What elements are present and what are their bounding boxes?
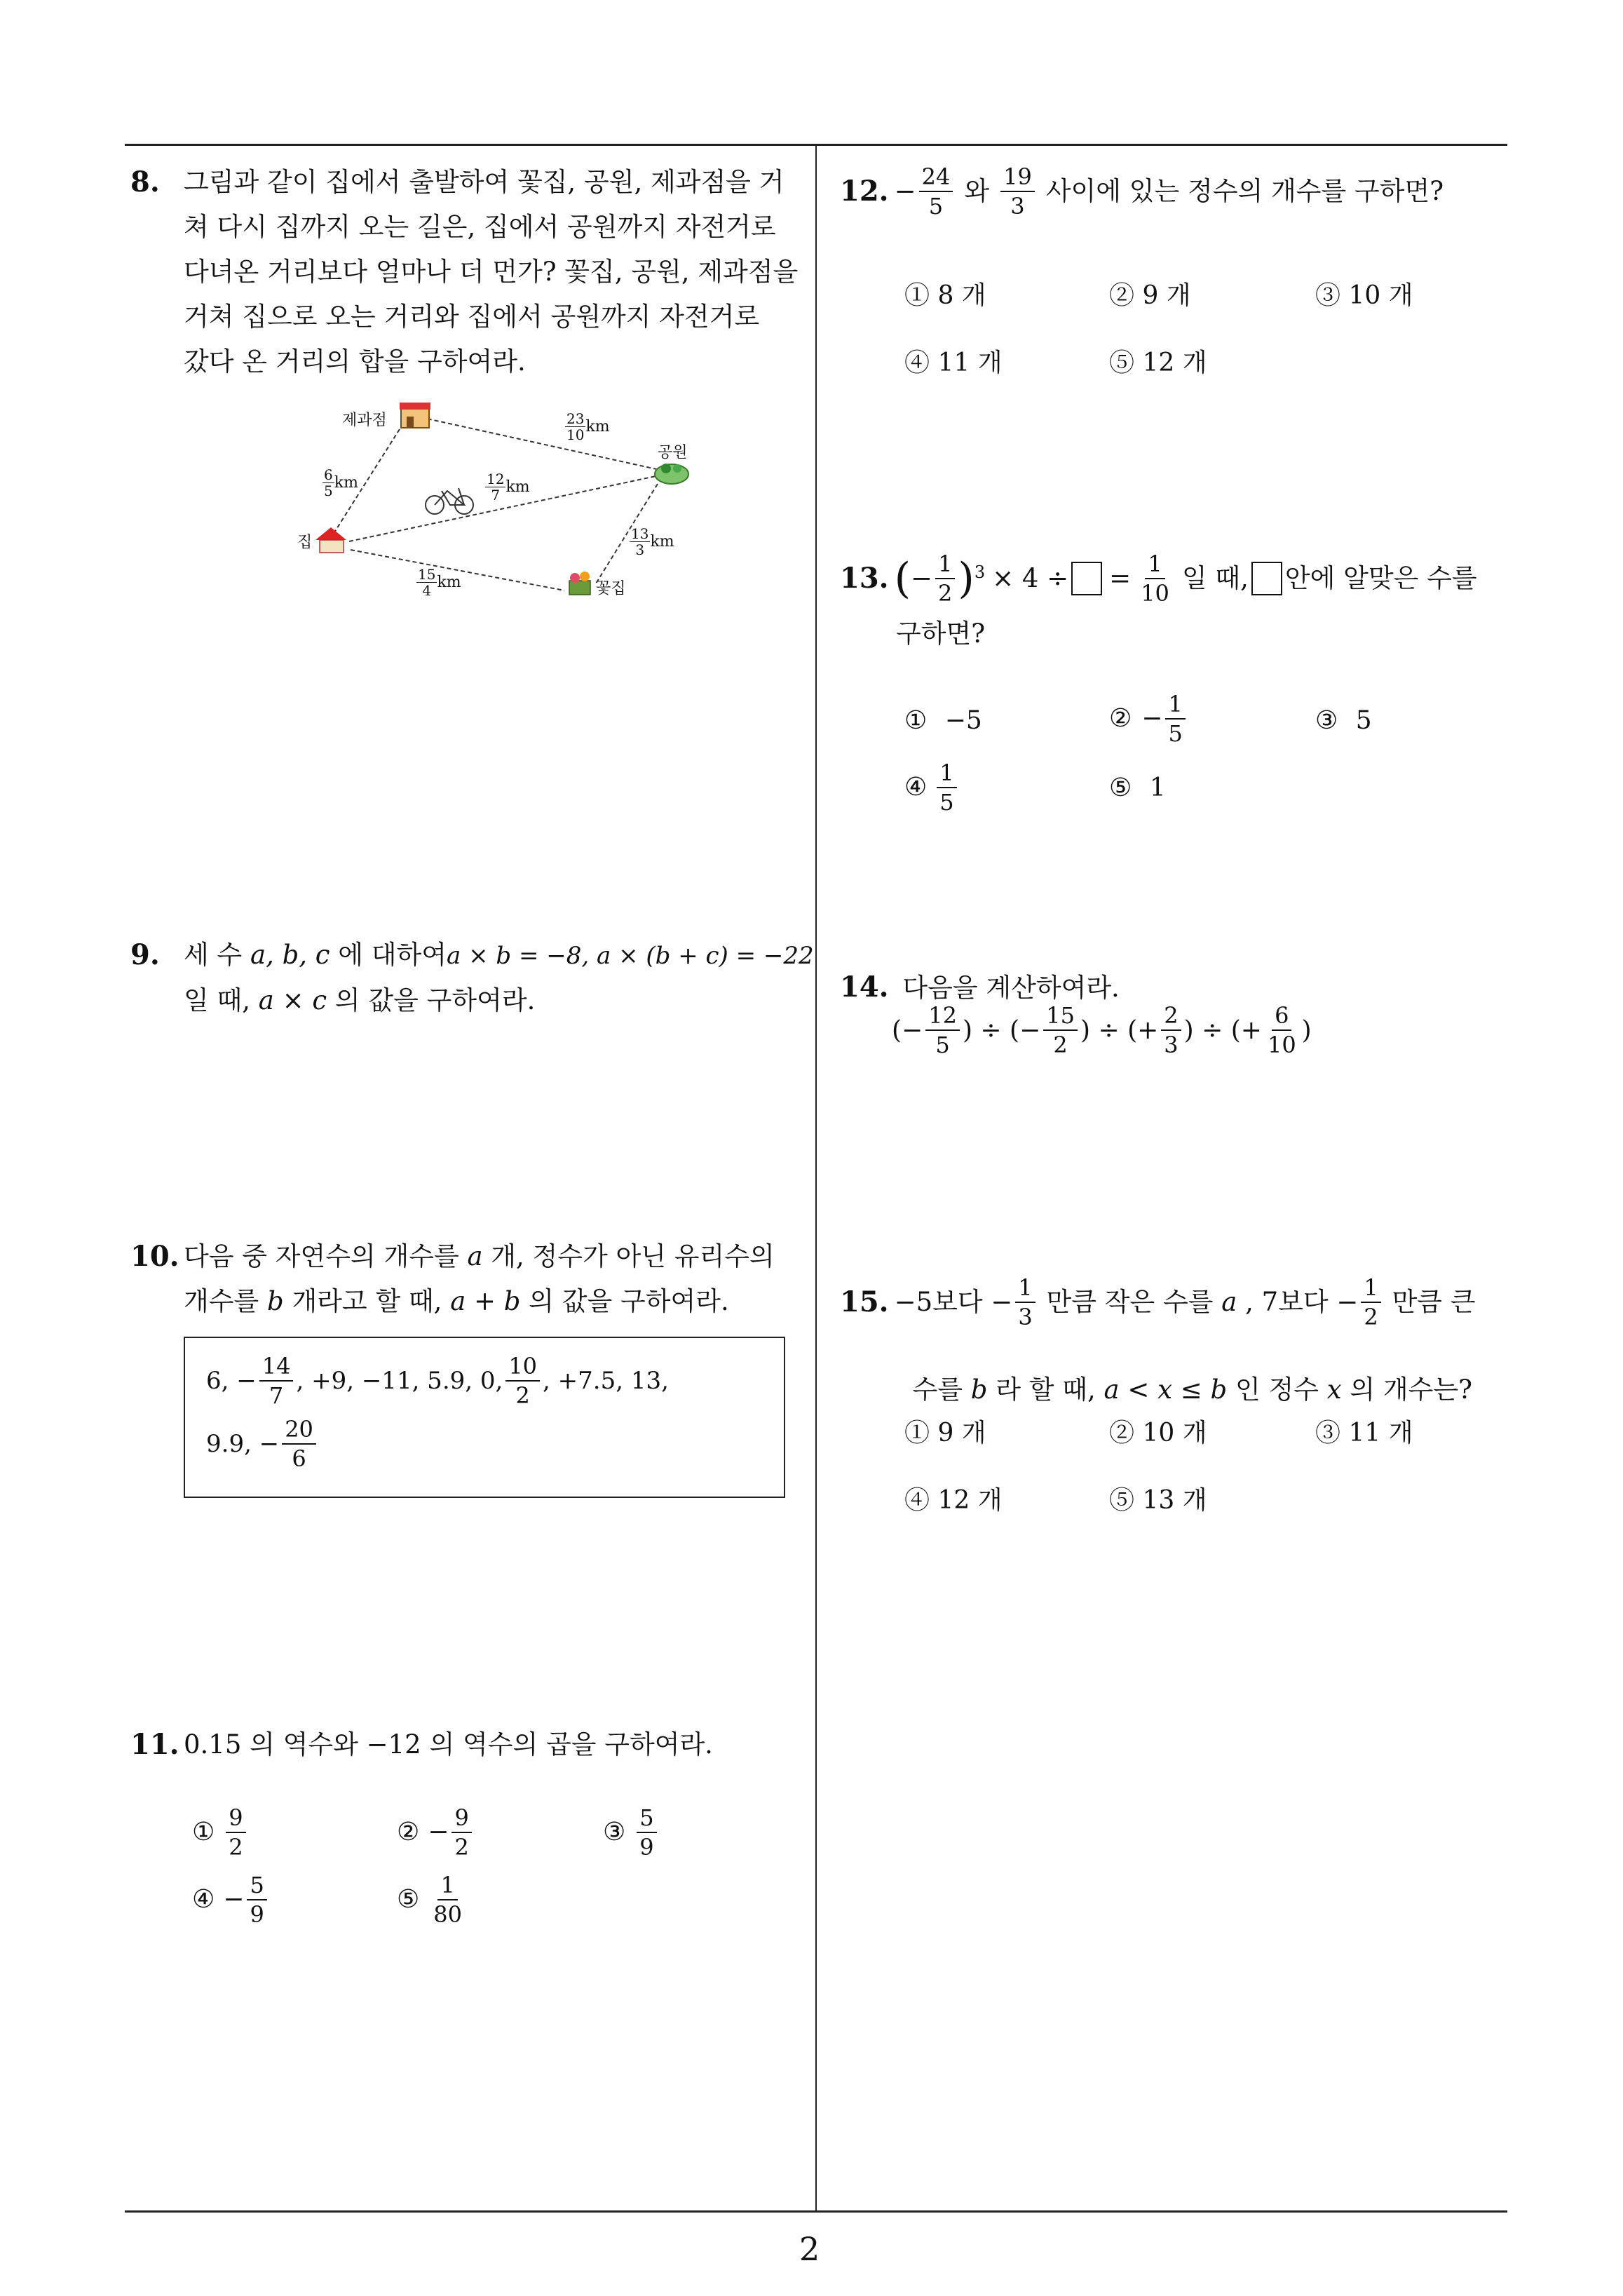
home-icon: [315, 527, 346, 553]
fraction: $\frac{1}{80}$: [433, 1872, 462, 1928]
number-list-line-1: 6, − $\frac{14}{7}$ , +9, −11, 5.9, 0, $\frac{10}{2}$ , +7.5, 13,: [206, 1353, 669, 1409]
option-mark: ⑤: [1109, 774, 1132, 802]
question-number: 14.: [840, 971, 889, 1004]
question-8: [130, 160, 803, 384]
question-11: [130, 1722, 803, 1767]
distance-home-bakery: [322, 467, 358, 499]
option-2[interactable]: ② − $\frac{9}{2}$: [397, 1804, 475, 1861]
question-number: 13.: [840, 562, 889, 595]
blank-box: [1251, 562, 1282, 595]
fraction: $\frac{1}{3}$: [1015, 1274, 1035, 1331]
fraction: $\frac{9}{2}$: [451, 1804, 471, 1861]
fraction: $\frac{1}{5}$: [937, 759, 956, 816]
question-number: 15.: [840, 1285, 889, 1318]
question-text: 다음을 계산하여라.: [902, 973, 1120, 1003]
unit: km: [505, 478, 530, 496]
option-mark: ③: [603, 1818, 626, 1846]
option-mark: ①: [192, 1818, 215, 1846]
question-text: [184, 1234, 803, 1324]
option-mark: ②: [397, 1818, 420, 1846]
bicycle-icon: [426, 488, 473, 514]
distance-home-flower: [416, 567, 461, 598]
question-13-line-2: 구하면?: [896, 619, 986, 649]
option-5[interactable]: [397, 1871, 468, 1929]
text-line: 일 때, a × c 의 값을 구하여라.: [184, 985, 536, 1015]
fraction: $\frac{15}{2}$: [1043, 1001, 1078, 1059]
fraction: $\frac{24}{5}$: [919, 163, 953, 220]
unit: km: [334, 474, 358, 492]
label-flower-shop: 꽃집: [596, 580, 626, 597]
fraction: $\frac{5}{9}$: [247, 1871, 266, 1929]
question-10: [130, 1234, 803, 1324]
blank-box: [1071, 562, 1102, 595]
option-mark: ④: [192, 1885, 215, 1914]
fraction: $\frac{10}{2}$: [505, 1352, 540, 1410]
text-line: 쳐 다시 집까지 오는 길은, 집에서 공원까지 자전거로: [184, 212, 776, 242]
fraction: $\frac{23}{10}$: [566, 410, 585, 443]
option-mark: ①: [904, 706, 928, 735]
question-number: 12.: [840, 175, 889, 208]
question-13: 13. ( − $\frac{1}{2}$ ) $^3$ × 4 ÷ = $\frac{1}{10}$ 일 때, 안에 알맞은 수를: [840, 551, 1477, 607]
fraction: $\frac{14}{7}$: [259, 1352, 294, 1410]
question-number: 11.: [130, 1728, 179, 1761]
option-mark: ②: [1109, 704, 1132, 733]
unit: km: [437, 574, 461, 591]
option-4[interactable]: ④ 11 개: [904, 349, 1003, 377]
fraction: $\frac{19}{3}$: [1000, 163, 1035, 220]
fraction: $\frac{12}{7}$: [487, 471, 505, 504]
question-9: [130, 933, 814, 1023]
expression: (− $\frac{12}{5}$ ) ÷ (− $\frac{15}{2}$ ) ÷ (+ $\frac{2}{3}$ ) ÷ (+ $\frac{6}{10}$ ): [892, 1002, 1312, 1058]
question-number: 9.: [130, 938, 160, 971]
question-text: [184, 933, 814, 1023]
option-mark: ③: [1315, 706, 1338, 735]
question-12: 12. − $\frac{24}{5}$ 와 $\frac{19}{3}$ 사이에 있는 정수의 개수를 구하면?: [840, 163, 1444, 220]
number-list-box: [184, 1337, 785, 1498]
text-line: 거쳐 집으로 오는 거리와 집에서 공원까지 자전거로: [184, 302, 760, 332]
page-number: 2: [799, 2230, 820, 2268]
label-home: 집: [297, 534, 313, 551]
question-15: 15. −5보다 − $\frac{1}{3}$ 만큼 작은 수를 a , 7보다 − $\frac{1}{2}$ 만큼 큰: [840, 1274, 1476, 1330]
fraction: $\frac{15}{4}$: [418, 566, 436, 599]
fraction: $\frac{6}{10}$: [1267, 1002, 1296, 1058]
fraction: $\frac{20}{6}$: [282, 1415, 316, 1473]
option-mark: ⑤: [397, 1885, 420, 1914]
text-line: 다음 중 자연수의 개수를 a 개, 정수가 아닌 유리수의: [184, 1241, 775, 1271]
option-2[interactable]: ② − $\frac{1}{5}$: [1109, 690, 1188, 748]
fraction: $\frac{1}{2}$: [1361, 1274, 1380, 1331]
fraction: $\frac{13}{3}$: [631, 525, 649, 558]
number-list-line-2: 9.9, − $\frac{20}{6}$: [206, 1415, 319, 1473]
bottom-rule: [125, 2210, 1507, 2213]
question-15-line-2: 수를 b 라 할 때, a < x ≤ b 인 정수 x 의 개수는?: [912, 1375, 1472, 1405]
question-number: 8.: [130, 166, 160, 198]
path-bakery-park: [421, 417, 666, 471]
option-5[interactable]: ⑤ 12 개: [1109, 349, 1207, 377]
route-diagram: [287, 393, 708, 617]
fraction: $\frac{1}{10}$: [1141, 551, 1169, 607]
fraction: $\frac{6}{5}$: [324, 466, 333, 499]
option-mark: ④: [904, 773, 928, 802]
option-3[interactable]: ③ 11 개: [1315, 1419, 1413, 1447]
text-line: 다녀온 거리보다 얼마나 더 먼가? 꽃집, 공원, 제과점을: [184, 257, 799, 287]
flower-shop-icon: [569, 572, 590, 595]
unit: km: [585, 418, 610, 435]
unit: km: [650, 533, 674, 551]
option-5[interactable]: ⑤ 13 개: [1109, 1486, 1207, 1515]
option-2[interactable]: ② 10 개: [1109, 1419, 1207, 1447]
option-1[interactable]: ① −5: [904, 706, 982, 735]
fraction: $\frac{12}{5}$: [925, 1001, 960, 1059]
option-1[interactable]: ① 9 개: [904, 1419, 986, 1447]
fraction: $\frac{2}{3}$: [1161, 1001, 1181, 1059]
option-4[interactable]: [904, 759, 960, 816]
option-3[interactable]: ③ 5: [1315, 706, 1372, 735]
fraction: $\frac{5}{9}$: [637, 1804, 656, 1861]
park-icon: [655, 464, 688, 484]
column-divider: [815, 144, 817, 2213]
option-5[interactable]: ⑤ 1: [1109, 774, 1166, 802]
option-4[interactable]: ④ 12 개: [904, 1486, 1003, 1515]
distance-bakery-park: [565, 411, 610, 443]
option-2[interactable]: ② 9 개: [1109, 281, 1191, 310]
question-number: 10.: [130, 1240, 179, 1273]
label-bakery: 제과점: [342, 412, 387, 429]
distance-flower-park: [630, 526, 674, 558]
text-line: 그림과 같이 집에서 출발하여 꽃집, 공원, 제과점을 거: [184, 167, 785, 197]
text-line: 세 수 a, b, c 에 대하여a × b = −8, a × (b + c) = −22: [184, 940, 814, 970]
text-line: 갔다 온 거리의 합을 구하여라.: [184, 346, 526, 377]
fraction: $\frac{1}{2}$: [935, 550, 955, 607]
option-3[interactable]: [603, 1804, 660, 1861]
option-4[interactable]: ④ − $\frac{5}{9}$: [192, 1871, 270, 1929]
option-3[interactable]: ③ 10 개: [1315, 281, 1413, 310]
label-park: 공원: [658, 444, 688, 461]
distance-home-park: [485, 471, 530, 503]
bakery-icon: [400, 403, 430, 428]
fraction: $\frac{9}{2}$: [226, 1804, 245, 1861]
option-1[interactable]: [192, 1804, 249, 1861]
text-line: 개수를 b 개라고 할 때, a + b 의 값을 구하여라.: [184, 1286, 729, 1316]
question-text: 0.15 의 역수와 −12 의 역수의 곱을 구하여라.: [184, 1729, 713, 1760]
option-1[interactable]: ① 8 개: [904, 281, 986, 310]
question-text: [184, 160, 803, 384]
fraction: $\frac{1}{5}$: [1165, 690, 1185, 748]
